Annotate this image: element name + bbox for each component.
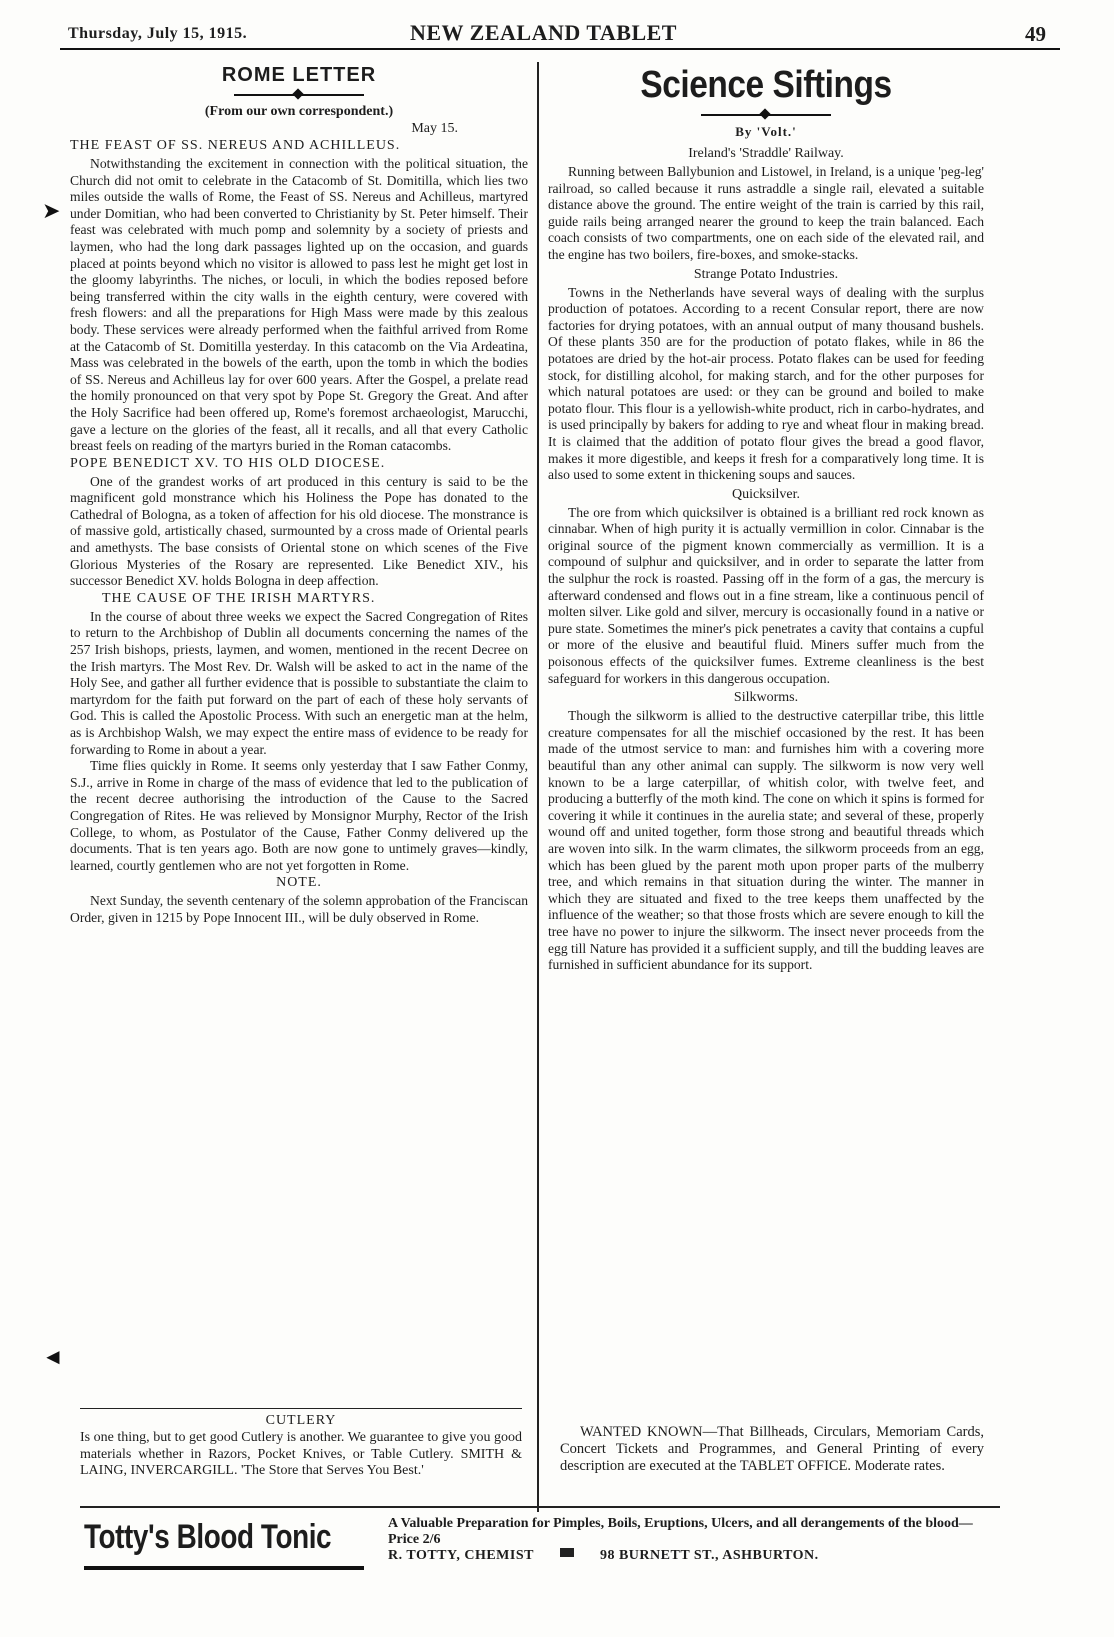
- rome-letter-title: ROME LETTER: [221, 64, 377, 86]
- science-byline: By 'Volt.': [735, 124, 797, 139]
- wanted-known-notice: [560, 1424, 984, 1475]
- section-body-martyrs-2: Time flies quickly in Rome. It seems only yesterday that I saw Father Conmy, S.J., arrive in Rome in charge of the mass of evidence that led to the publication of the recent decree authorising the introduction of the Cause to the Sacred Congregation of Rites. He was relieved by Monsignor Murphy, Rector of the Irish College, to whom, as Postulator of the Cause, Father Conmy delivered up the documents. That is ten years ago. Both are now gone to untimely graves—kindly, learned, courtly gentlemen who are not yet forgotten in Rome.: [70, 758, 528, 873]
- section-body-feast: Notwithstanding the excitement in connection with the political situation, the Church did not omit to celebrate in the Catacomb of St. Domitilla, which lies two miles outside the walls of Rome, the Feast of SS. Nereus and Achilleus, martyred under Domitian, who had been converted to Christianity by St. Peter himself. Their feast was celebrated with much pomp and solemnity by a society of priests and laymen, who had the long dark passages lighted up on the occasion, and guards placed at points beyond which no visitor is allowed to pass lest he might get lost in the gloomy labyrinths. The niches, or loculi, in which the bodies reposed before being transferred within the city walls in the eighth century, were covered with fresh flowers: and all the preparations for High Mass were made by this zealous body. These services were already performed when the faithful arrived from Rome at the Catacomb of St. Domitilla yesterday. In this catacomb on the Via Ardeatina, Mass was celebrated in the bowels of the earth, upon the tomb in which the bodies of SS. Nereus and Achilleus lay for over 600 years. After the Gospel, a prelate read the homily pronounced on that very spot by Pope St. Gregory the Great. And after the Holy Sacrifice had been offered up, Rome's foremost archaeologist, Marucchi, gave a lecture on the glories of the feast, all it recalls, and all that every Catholic breast feels on reading of the martyrs buried in the Roman catacombs.: [70, 156, 528, 454]
- printer-mark-icon: [560, 1548, 574, 1557]
- column-divider: [537, 62, 539, 1512]
- topic-heading-railway: Ireland's 'Straddle' Railway.: [688, 146, 844, 161]
- bottom-rule: [80, 1506, 1000, 1508]
- section-body-martyrs: In the course of about three weeks we expect the Sacred Congregation of Rites to return to the Archbishop of Dublin all documents concerning the names of the 257 Irish bishops, priests, laymen, and women, mentioned in the recent Decree on the Irish martyrs. The Most Rev. Dr. Walsh will be asked to act in the name of the Holy See, and gather all further evidence that is possible to substantiate the claim to martyrdom for the faith put forward on the part of each of these holy servants of God. This is called the Apostolic Process. With such an energetic man at the helm, as is Archbishop Walsh, we may expect the entire mass of evidence to be ready for forwarding to Rome in about a year.: [70, 608, 528, 757]
- issue-date: Thursday, July 15, 1915.: [68, 25, 248, 42]
- margin-pointer-icon: ◄: [42, 1344, 64, 1369]
- margin-pointer-icon: ➤: [42, 198, 61, 223]
- note-body: Next Sunday, the seventh centenary of the solemn approbation of the Franciscan Order, given in 1215 by Pope Innocent III., will be duly observed in Rome.: [70, 893, 528, 925]
- science-rule: [701, 110, 831, 120]
- ad-description: A Valuable Preparation for Pimples, Boils, Eruptions, Ulcers, and all derangements of the blood—Price 2/6: [388, 1516, 973, 1547]
- ad-address: 98 BURNETT ST., ASHBURTON.: [599, 1548, 819, 1563]
- rome-letter-subtitle: (From our own correspondent.): [204, 104, 394, 119]
- ad-product-name: Totty's Blood Tonic: [84, 1518, 332, 1556]
- cutlery-advert: [80, 1408, 522, 1480]
- rome-letter-date: May 15.: [411, 121, 458, 136]
- section-heading-pope: POPE BENEDICT XV. TO HIS OLD DIOCESE.: [70, 455, 386, 471]
- section-heading-feast: THE FEAST OF SS. NEREUS AND ACHILLEUS.: [70, 138, 401, 153]
- rome-letter-column: [70, 62, 528, 927]
- topic-body-railway: Running between Ballybunion and Listowel, in Ireland, is a unique 'peg-leg' railroad, so called because it runs astraddle a single rail, elevated a suitable distance above the ground. The entire weight of the train is carried by this rail, guide rails being arranged nearer the ground to keep the train balanced. Each coach consists of two compartments, one on each side of the elevated rail, and the engine has two boilers, fire-boxes, and smoke-stacks.: [548, 164, 984, 262]
- topic-heading-potato: Strange Potato Industries.: [693, 266, 839, 282]
- title-rule: [234, 90, 364, 100]
- masthead: NEW ZEALAND TABLET: [410, 20, 677, 45]
- science-column: [548, 62, 984, 974]
- cutlery-body: Is one thing, but to get good Cutlery is another. We guarantee to give you good materials whether in Razors, Pocket Knives, or Table Cutlery. SMITH & LAING, INVERCARGILL. 'The Store that Serves You Best.': [80, 1430, 522, 1478]
- science-title: Science Siftings: [640, 64, 892, 106]
- note-heading: NOTE.: [276, 875, 322, 891]
- topic-heading-silkworms: Silkworms.: [733, 690, 799, 706]
- page-number: 49: [1025, 22, 1046, 46]
- ad-underline: [84, 1566, 364, 1570]
- blood-tonic-advert: [80, 1514, 1000, 1574]
- cutlery-title: CUTLERY: [265, 1413, 337, 1428]
- ad-proprietor: R. TOTTY, CHEMIST: [388, 1548, 534, 1563]
- wanted-known-body: WANTED KNOWN—That Billheads, Circulars, Memoriam Cards, Concert Tickets and Programmes, and General Printing of every description are executed at the TABLET OFFICE. Moderate rates.: [560, 1424, 984, 1474]
- topic-heading-quicksilver: Quicksilver.: [731, 486, 801, 502]
- page-header: [60, 18, 1060, 50]
- topic-body-potato: Towns in the Netherlands have several ways of dealing with the surplus production of potatoes. According to a recent Consular report, there are now factories for drying potatoes, with an annual output of many thousand bushels. Of these plants 350 are for the production of potato flakes, while in 86 the potatoes are dried by the hot-air process. Potato flakes can be used for feeding stock, for distilling alcohol, for making starch, and for the other purposes for which natural potatoes are used: or they can be ground and boiled to make potato flour. This flour is a yellowish-white product, rich in carbo-hydrates, and is used principally by bakers for adding to rye and wheat flour in making bread. It is claimed that the addition of potato flour gives the bread a good flavor, makes it more digestible, and keeps it fresh for a comparatively long time. It is also used to some extent in thickening soups and sauces.: [548, 284, 984, 483]
- ad-address-line: [388, 1548, 988, 1564]
- topic-body-silkworms: Though the silkworm is allied to the destructive caterpillar tribe, this little creature compensates for all the mischief occasioned by the rest. It has been made of the utmost service to man: and furnishes him with a covering more beautiful than any other animal can supply. The silkworm is now very well known to be a large caterpillar, of whitish color, with twelve feet, and producing a butterfly of the moth kind. The cone on which it spins is formed for covering it while it continues in the aurelia state; and several of these, properly wound off and united together, form those strong and beautiful threads which are woven into silk. In the warm climates, the silkworm proceeds from an egg, which has been glued by the parent moth upon proper parts of the mulberry tree, and which remains in that situation during the winter. The manner in which they are situated and fixed to the tree keeps them unaffected by the influence of the weather; so that those frosts which are severe enough to kill the tree have no power to injure the silkworm. The insect never proceeds from the egg till Nature has provided it a sufficient supply, and till the budding leaves are furnished in sufficient abundance for its support.: [548, 708, 984, 973]
- section-body-pope: One of the grandest works of art produced in this century is said to be the magnificent gold monstrance which his Holiness the Pope has donated to the Cathedral of Bologna, as a token of affection for his old diocese. The monstrance is of massive gold, artistically chased, surmounted by a cross made of Oriental pearls and amethysts. The base consists of Oriental stone on which scenes of the Five Glorious Mysteries of the Rosary are represented. Like Benedict XIV., his successor Benedict XV. holds Bologna in deep affection.: [70, 473, 528, 589]
- section-heading-martyrs: THE CAUSE OF THE IRISH MARTYRS.: [102, 590, 376, 606]
- topic-body-quicksilver: The ore from which quicksilver is obtained is a brilliant red rock known as cinnabar. When of high purity it is actually vermillion in color. Cinnabar is the original source of the pigment known commercially as vermillion. It is a compound of sulphur and quicksilver, and in order to separate the latter from the sulphur the rock is roasted. Passing off in the form of a gas, the mercury is afterward condensed and flows out in a fine stream, like a continuous pencil of molten silver. Like gold and silver, mercury is occasionally found in a native or pure state. Sometimes the miner's pick penetrates a cavity that contains a cupful or more of the elusive and beautiful fluid. Miners suffer much from the poisonous effects of the quicksilver fumes. Extreme cleanliness is the best safeguard for workers in this dangerous occupation.: [548, 504, 984, 686]
- ad-text: [388, 1516, 988, 1564]
